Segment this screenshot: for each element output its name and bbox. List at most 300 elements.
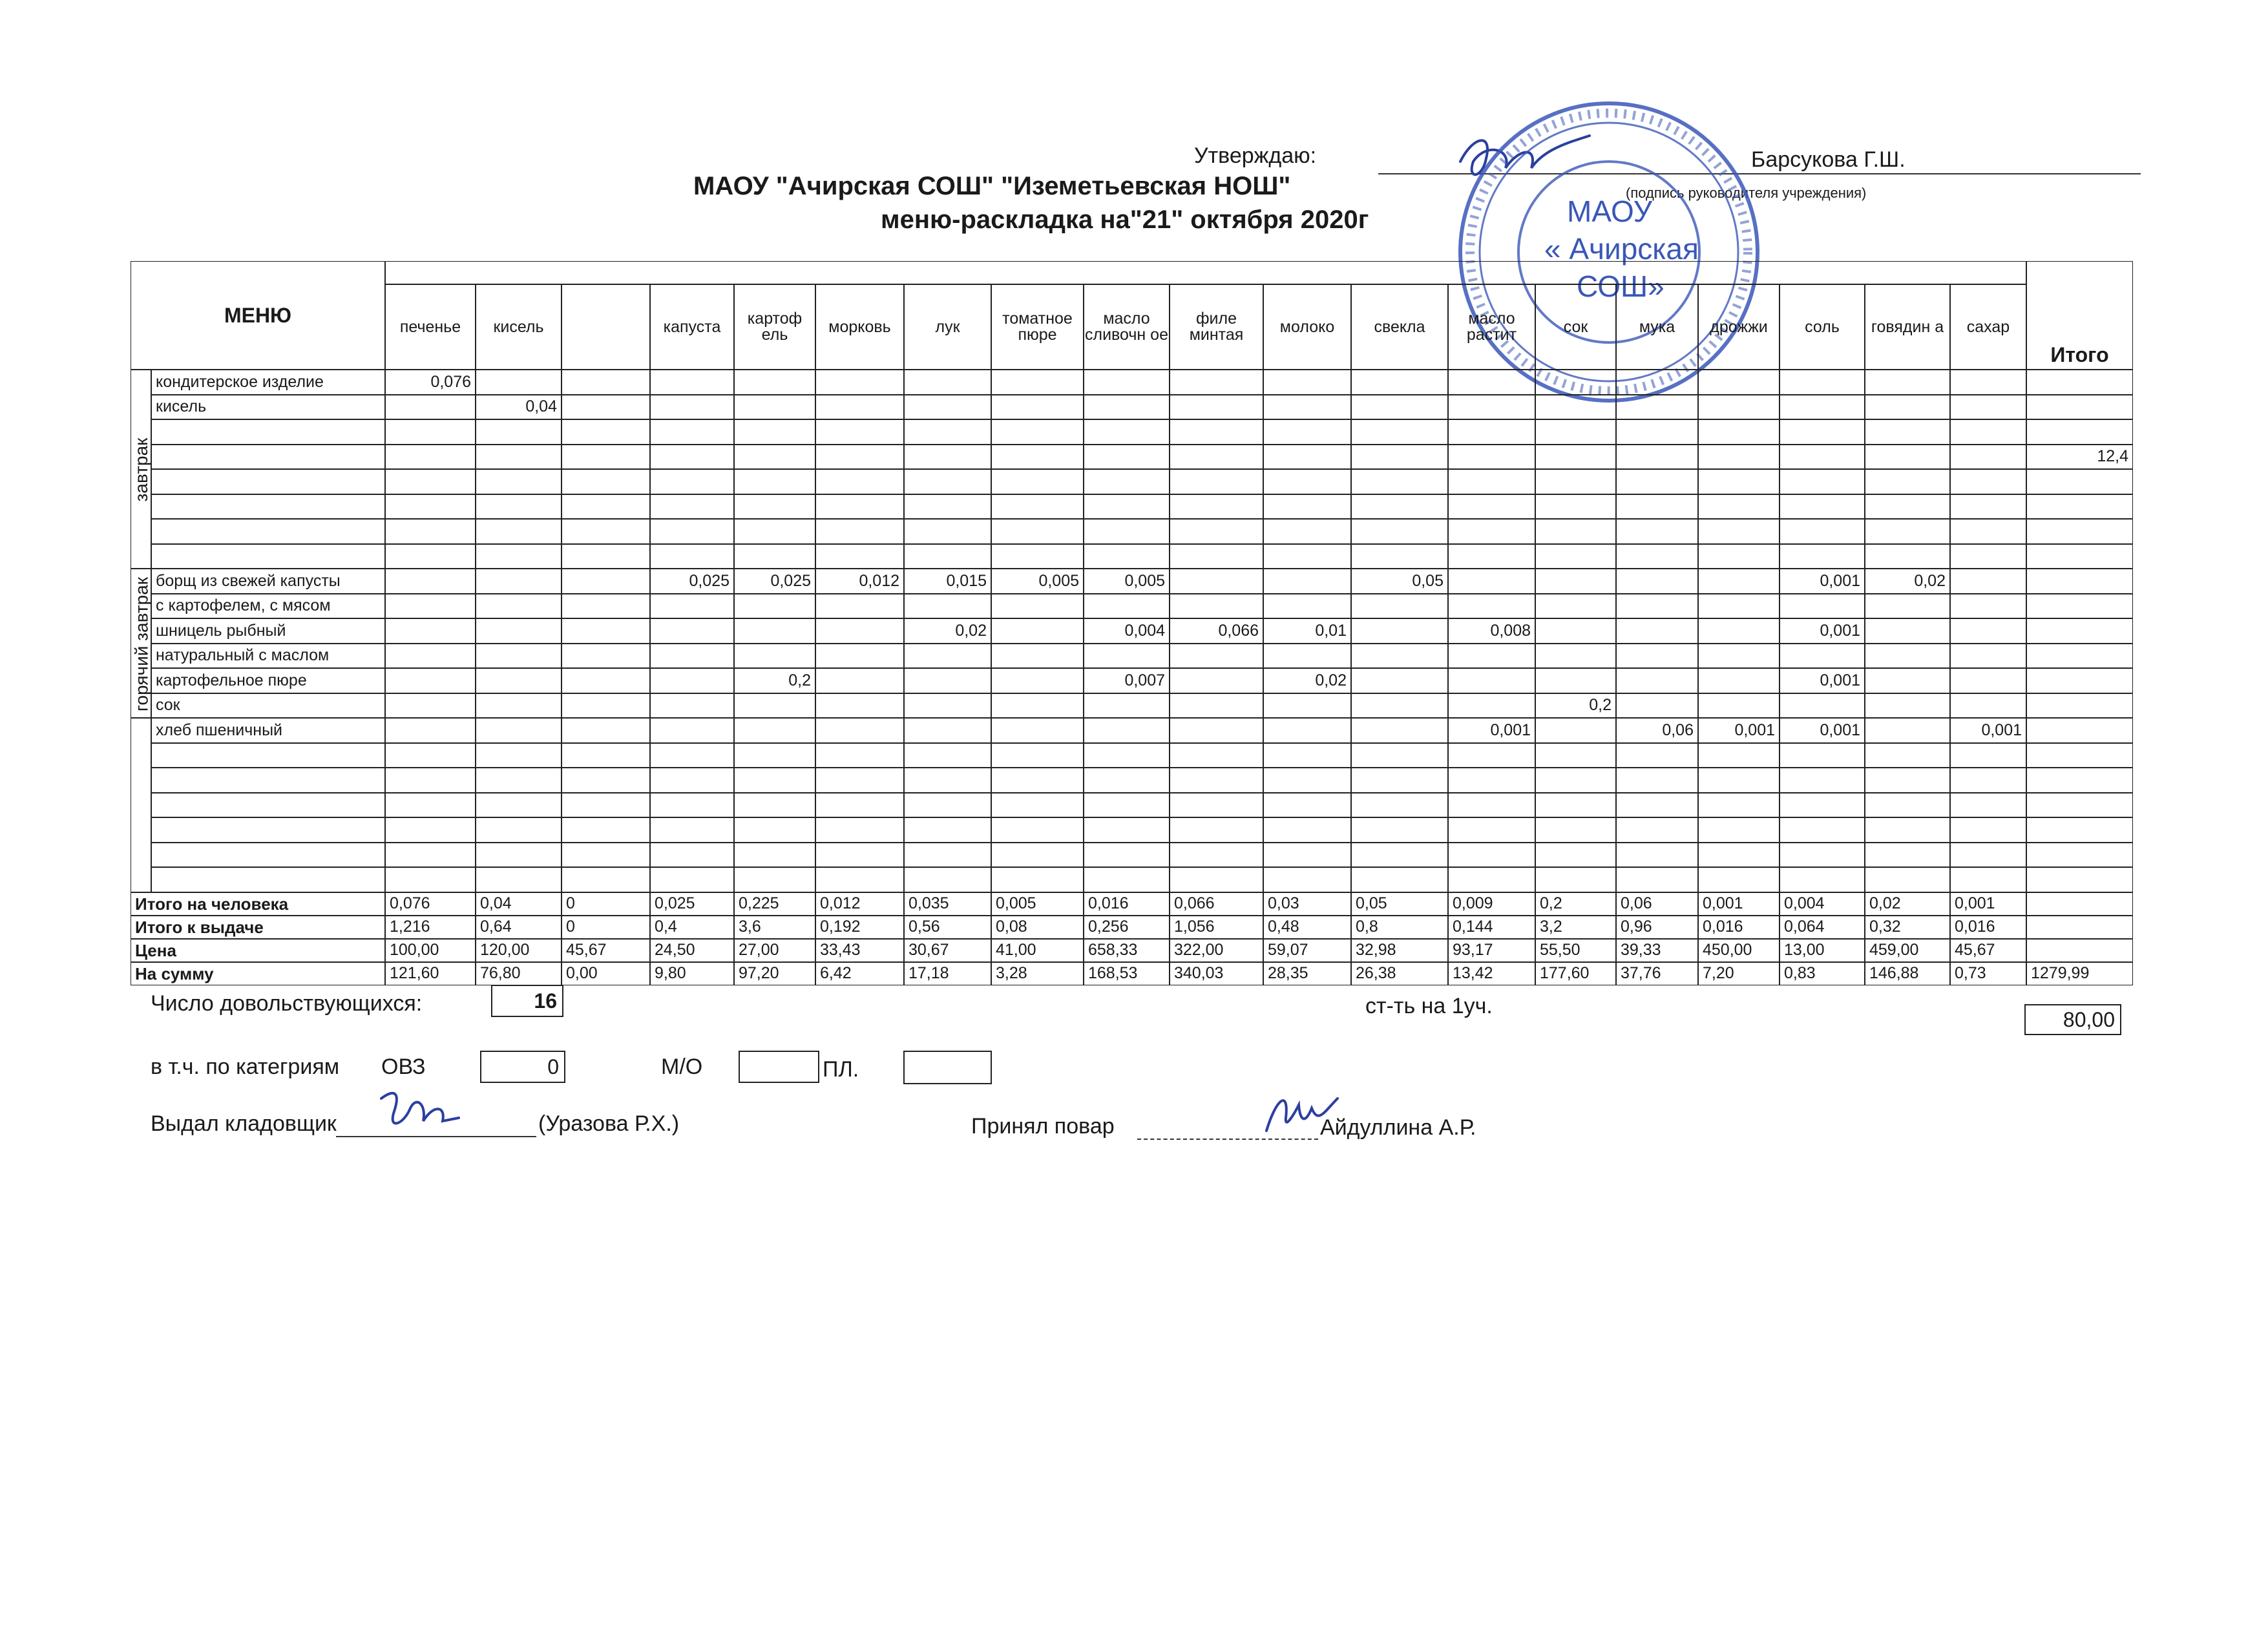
value-cell — [1351, 419, 1448, 445]
value-cell — [1535, 569, 1616, 594]
value-cell — [815, 644, 904, 669]
value-cell — [1084, 693, 1170, 719]
value-cell — [815, 395, 904, 420]
value-cell — [1084, 519, 1170, 544]
value-cell — [1084, 544, 1170, 569]
value-cell: 0,005 — [1084, 569, 1170, 594]
category-label: в т.ч. по категриям — [151, 1055, 340, 1079]
row-name: картофельное пюре — [151, 668, 385, 693]
row-total — [2026, 693, 2133, 719]
value-cell — [1698, 469, 1780, 494]
value-cell — [991, 867, 1084, 892]
value-cell — [1263, 793, 1351, 818]
value-cell — [1780, 494, 1865, 520]
value-cell — [650, 793, 734, 818]
row-name: шницель рыбный — [151, 618, 385, 644]
summary-total — [2026, 916, 2133, 939]
value-cell — [650, 644, 734, 669]
value-cell — [1084, 395, 1170, 420]
summary-value: 340,03 — [1170, 962, 1263, 985]
summary-value: 0,016 — [1698, 916, 1780, 939]
column-header: мука — [1616, 284, 1698, 370]
value-cell — [1535, 370, 1616, 395]
value-cell — [1351, 768, 1448, 793]
value-cell — [650, 445, 734, 470]
value-cell — [1950, 693, 2026, 719]
value-cell: 0,2 — [1535, 693, 1616, 719]
summary-value: 27,00 — [734, 939, 815, 962]
value-cell — [1448, 743, 1535, 768]
value-cell — [815, 668, 904, 693]
value-cell — [1263, 395, 1351, 420]
summary-value: 0,025 — [650, 892, 734, 916]
storekeeper-label: Выдал кладовщик — [151, 1111, 337, 1136]
summary-value: 17,18 — [904, 962, 991, 985]
summary-value: 1,056 — [1170, 916, 1263, 939]
value-cell — [1950, 445, 2026, 470]
approver-caption: (подпись руководителя учреждения) — [1626, 185, 1867, 201]
value-cell — [476, 419, 562, 445]
summary-value: 39,33 — [1616, 939, 1698, 962]
value-cell — [476, 644, 562, 669]
pl-value — [903, 1051, 992, 1084]
value-cell — [1616, 817, 1698, 843]
value-cell — [1535, 817, 1616, 843]
value-cell — [991, 768, 1084, 793]
row-total — [2026, 395, 2133, 420]
summary-value: 322,00 — [1170, 939, 1263, 962]
value-cell — [904, 519, 991, 544]
approve-label: Утверждаю: — [1194, 143, 1317, 168]
value-cell — [1263, 718, 1351, 743]
value-cell — [734, 618, 815, 644]
value-cell — [991, 693, 1084, 719]
value-cell — [476, 867, 562, 892]
value-cell — [1448, 469, 1535, 494]
value-cell — [1535, 469, 1616, 494]
value-cell — [1535, 419, 1616, 445]
row-name — [151, 768, 385, 793]
value-cell — [991, 843, 1084, 868]
value-cell — [1865, 668, 1950, 693]
value-cell — [385, 494, 476, 520]
value-cell: 0,06 — [1616, 718, 1698, 743]
value-cell — [1084, 594, 1170, 619]
value-cell — [1616, 867, 1698, 892]
value-cell — [476, 594, 562, 619]
value-cell — [476, 718, 562, 743]
value-cell — [1616, 544, 1698, 569]
value-cell — [904, 743, 991, 768]
value-cell — [1084, 445, 1170, 470]
value-cell — [385, 693, 476, 719]
row-total — [2026, 668, 2133, 693]
value-cell — [650, 370, 734, 395]
value-cell — [904, 469, 991, 494]
value-cell — [734, 445, 815, 470]
value-cell — [815, 693, 904, 719]
column-header-band — [385, 261, 2026, 284]
summary-total: 1279,99 — [2026, 962, 2133, 985]
value-cell — [1263, 445, 1351, 470]
value-cell — [1616, 370, 1698, 395]
value-cell — [1351, 618, 1448, 644]
value-cell — [991, 395, 1084, 420]
value-cell — [904, 693, 991, 719]
value-cell — [1263, 370, 1351, 395]
ovz-label: ОВЗ — [381, 1055, 426, 1079]
summary-value: 0,192 — [815, 916, 904, 939]
value-cell — [1084, 419, 1170, 445]
row-name: кисель — [151, 395, 385, 420]
column-header: сок — [1535, 284, 1616, 370]
value-cell: 0,001 — [1780, 569, 1865, 594]
value-cell — [991, 718, 1084, 743]
summary-value: 459,00 — [1865, 939, 1950, 962]
value-cell — [1616, 793, 1698, 818]
value-cell — [815, 594, 904, 619]
value-cell — [1263, 544, 1351, 569]
row-total — [2026, 768, 2133, 793]
summary-value: 100,00 — [385, 939, 476, 962]
value-cell: 0,004 — [1084, 618, 1170, 644]
value-cell — [1170, 419, 1263, 445]
value-cell — [562, 469, 650, 494]
summary-value: 121,60 — [385, 962, 476, 985]
value-cell — [815, 469, 904, 494]
summary-value: 3,6 — [734, 916, 815, 939]
summary-value: 45,67 — [1950, 939, 2026, 962]
value-cell — [1780, 768, 1865, 793]
value-cell — [815, 843, 904, 868]
eaters-label: Число довольствующихся: — [151, 991, 423, 1016]
value-cell — [1535, 768, 1616, 793]
value-cell — [562, 817, 650, 843]
value-cell — [1950, 469, 2026, 494]
value-cell — [991, 494, 1084, 520]
summary-label: Итого на человека — [131, 892, 385, 916]
summary-value: 0,2 — [1535, 892, 1616, 916]
value-cell — [1865, 544, 1950, 569]
value-cell — [1351, 817, 1448, 843]
cost-value: 80,00 — [2024, 1004, 2121, 1035]
value-cell — [904, 644, 991, 669]
value-cell: 0,001 — [1448, 718, 1535, 743]
value-cell — [1698, 494, 1780, 520]
value-cell — [650, 519, 734, 544]
value-cell: 0,025 — [650, 569, 734, 594]
value-cell — [734, 693, 815, 719]
value-cell — [1865, 419, 1950, 445]
value-cell: 0,02 — [1263, 668, 1351, 693]
value-cell — [991, 743, 1084, 768]
row-total — [2026, 843, 2133, 868]
value-cell — [562, 419, 650, 445]
row-name — [151, 494, 385, 520]
value-cell — [904, 817, 991, 843]
value-cell — [385, 469, 476, 494]
value-cell — [1263, 743, 1351, 768]
value-cell — [1780, 693, 1865, 719]
value-cell — [1698, 743, 1780, 768]
row-total — [2026, 743, 2133, 768]
value-cell — [562, 843, 650, 868]
value-cell — [385, 843, 476, 868]
value-cell — [1263, 693, 1351, 719]
value-cell — [650, 395, 734, 420]
value-cell — [1950, 544, 2026, 569]
summary-value: 0,4 — [650, 916, 734, 939]
value-cell — [1170, 569, 1263, 594]
value-cell — [1950, 668, 2026, 693]
value-cell — [1535, 395, 1616, 420]
value-cell — [1698, 445, 1780, 470]
value-cell — [476, 569, 562, 594]
summary-value: 450,00 — [1698, 939, 1780, 962]
value-cell — [815, 718, 904, 743]
value-cell — [1170, 843, 1263, 868]
summary-value: 0,8 — [1351, 916, 1448, 939]
summary-value: 0 — [562, 916, 650, 939]
value-cell — [1535, 544, 1616, 569]
value-cell — [1780, 644, 1865, 669]
summary-value: 3,2 — [1535, 916, 1616, 939]
value-cell — [1950, 843, 2026, 868]
column-header: масло растит — [1448, 284, 1535, 370]
summary-value: 0,96 — [1616, 916, 1698, 939]
value-cell — [1950, 569, 2026, 594]
value-cell — [991, 445, 1084, 470]
summary-value: 0,016 — [1950, 916, 2026, 939]
row-total — [2026, 867, 2133, 892]
value-cell — [1448, 768, 1535, 793]
value-cell — [904, 544, 991, 569]
value-cell — [562, 743, 650, 768]
value-cell — [1616, 395, 1698, 420]
value-cell — [650, 718, 734, 743]
column-header: печенье — [385, 284, 476, 370]
value-cell — [1170, 693, 1263, 719]
value-cell — [562, 768, 650, 793]
value-cell — [562, 718, 650, 743]
value-cell — [562, 867, 650, 892]
value-cell — [734, 395, 815, 420]
row-name: натуральный с маслом — [151, 644, 385, 669]
value-cell — [1170, 469, 1263, 494]
row-name — [151, 519, 385, 544]
value-cell — [815, 519, 904, 544]
summary-value: 3,28 — [991, 962, 1084, 985]
value-cell — [904, 445, 991, 470]
value-cell — [1865, 743, 1950, 768]
summary-value: 0,73 — [1950, 962, 2026, 985]
value-cell — [1351, 370, 1448, 395]
value-cell — [385, 867, 476, 892]
value-cell — [1698, 843, 1780, 868]
value-cell — [1698, 395, 1780, 420]
value-cell — [815, 618, 904, 644]
summary-value: 24,50 — [650, 939, 734, 962]
value-cell — [1170, 768, 1263, 793]
value-cell — [904, 668, 991, 693]
value-cell — [1865, 494, 1950, 520]
stamp-line-1: МАОУ — [1567, 194, 1652, 228]
summary-value: 0,06 — [1616, 892, 1698, 916]
value-cell — [562, 594, 650, 619]
menu-title: меню-раскладка на"21" октября 2020г — [881, 205, 1369, 234]
value-cell — [734, 594, 815, 619]
value-cell — [1616, 644, 1698, 669]
value-cell — [1448, 793, 1535, 818]
value-cell — [991, 419, 1084, 445]
menu-header: МЕНЮ — [131, 261, 385, 370]
value-cell — [385, 793, 476, 818]
summary-value: 41,00 — [991, 939, 1084, 962]
row-total — [2026, 793, 2133, 818]
value-cell — [1263, 494, 1351, 520]
column-header: говядин а — [1865, 284, 1950, 370]
value-cell — [904, 594, 991, 619]
column-header: филе минтая — [1170, 284, 1263, 370]
summary-value: 33,43 — [815, 939, 904, 962]
column-header: капуста — [650, 284, 734, 370]
org-title: МАОУ "Ачирская СОШ" "Иземетьевская НОШ" — [693, 172, 1291, 200]
column-header: кисель — [476, 284, 562, 370]
value-cell — [1448, 594, 1535, 619]
pl-label: ПЛ. — [823, 1057, 859, 1082]
value-cell — [1616, 419, 1698, 445]
value-cell — [562, 618, 650, 644]
summary-value: 120,00 — [476, 939, 562, 962]
value-cell — [1698, 519, 1780, 544]
value-cell — [1263, 768, 1351, 793]
column-header: картоф ель — [734, 284, 815, 370]
value-cell — [1084, 370, 1170, 395]
stamp-line-3: СОШ» — [1577, 269, 1664, 303]
value-cell: 0,001 — [1780, 618, 1865, 644]
value-cell — [385, 395, 476, 420]
summary-value: 168,53 — [1084, 962, 1170, 985]
value-cell — [734, 370, 815, 395]
value-cell — [1351, 469, 1448, 494]
value-cell — [1865, 843, 1950, 868]
value-cell — [1263, 419, 1351, 445]
value-cell: 0,001 — [1780, 718, 1865, 743]
column-header: морковь — [815, 284, 904, 370]
value-cell — [1616, 618, 1698, 644]
summary-value: 55,50 — [1535, 939, 1616, 962]
value-cell — [1170, 519, 1263, 544]
value-cell — [650, 867, 734, 892]
row-name: кондитерское изделие — [151, 370, 385, 395]
value-cell: 0,076 — [385, 370, 476, 395]
value-cell — [1448, 843, 1535, 868]
value-cell — [562, 544, 650, 569]
value-cell — [1351, 668, 1448, 693]
value-cell — [991, 817, 1084, 843]
summary-value: 97,20 — [734, 962, 815, 985]
value-cell — [1865, 693, 1950, 719]
value-cell — [385, 644, 476, 669]
value-cell — [1616, 668, 1698, 693]
summary-value: 6,42 — [815, 962, 904, 985]
summary-value: 45,67 — [562, 939, 650, 962]
value-cell — [562, 370, 650, 395]
value-cell — [1865, 469, 1950, 494]
value-cell — [734, 843, 815, 868]
value-cell — [734, 544, 815, 569]
value-cell — [562, 668, 650, 693]
total-header: Итого — [2026, 261, 2133, 370]
value-cell — [1351, 867, 1448, 892]
value-cell — [476, 793, 562, 818]
value-cell — [904, 494, 991, 520]
value-cell — [1084, 867, 1170, 892]
value-cell — [385, 618, 476, 644]
value-cell — [476, 370, 562, 395]
value-cell — [1448, 544, 1535, 569]
summary-value: 0,064 — [1780, 916, 1865, 939]
summary-value: 658,33 — [1084, 939, 1170, 962]
summary-value: 0,076 — [385, 892, 476, 916]
summary-value: 0,001 — [1950, 892, 2026, 916]
cook-label: Принял повар — [971, 1114, 1115, 1139]
value-cell: 0,2 — [734, 668, 815, 693]
value-cell — [1698, 867, 1780, 892]
row-total — [2026, 494, 2133, 520]
row-total — [2026, 519, 2133, 544]
value-cell — [385, 419, 476, 445]
value-cell — [1535, 445, 1616, 470]
value-cell — [1616, 494, 1698, 520]
value-cell — [1950, 594, 2026, 619]
value-cell — [734, 419, 815, 445]
value-cell — [1084, 743, 1170, 768]
meal-group-label: горячий завтрак — [131, 576, 151, 711]
value-cell — [1351, 718, 1448, 743]
value-cell — [1448, 693, 1535, 719]
row-name — [151, 817, 385, 843]
value-cell: 0,02 — [1865, 569, 1950, 594]
value-cell — [1084, 768, 1170, 793]
row-total: 12,4 — [2026, 445, 2133, 470]
value-cell — [1616, 768, 1698, 793]
value-cell — [815, 867, 904, 892]
summary-value: 0,001 — [1698, 892, 1780, 916]
value-cell — [1448, 817, 1535, 843]
value-cell — [1535, 793, 1616, 818]
value-cell — [1448, 867, 1535, 892]
value-cell — [385, 718, 476, 743]
value-cell — [650, 419, 734, 445]
row-total — [2026, 718, 2133, 743]
summary-value: 76,80 — [476, 962, 562, 985]
value-cell — [476, 668, 562, 693]
value-cell — [1535, 494, 1616, 520]
value-cell — [1616, 519, 1698, 544]
value-cell — [1170, 718, 1263, 743]
summary-value: 0,016 — [1084, 892, 1170, 916]
value-cell — [1170, 544, 1263, 569]
value-cell — [1351, 445, 1448, 470]
column-header: молоко — [1263, 284, 1351, 370]
value-cell — [1780, 817, 1865, 843]
value-cell — [1780, 867, 1865, 892]
value-cell — [1698, 668, 1780, 693]
cook-signature — [1260, 1086, 1350, 1144]
value-cell — [734, 743, 815, 768]
approver-name: Барсукова Г.Ш. — [1751, 147, 1906, 172]
